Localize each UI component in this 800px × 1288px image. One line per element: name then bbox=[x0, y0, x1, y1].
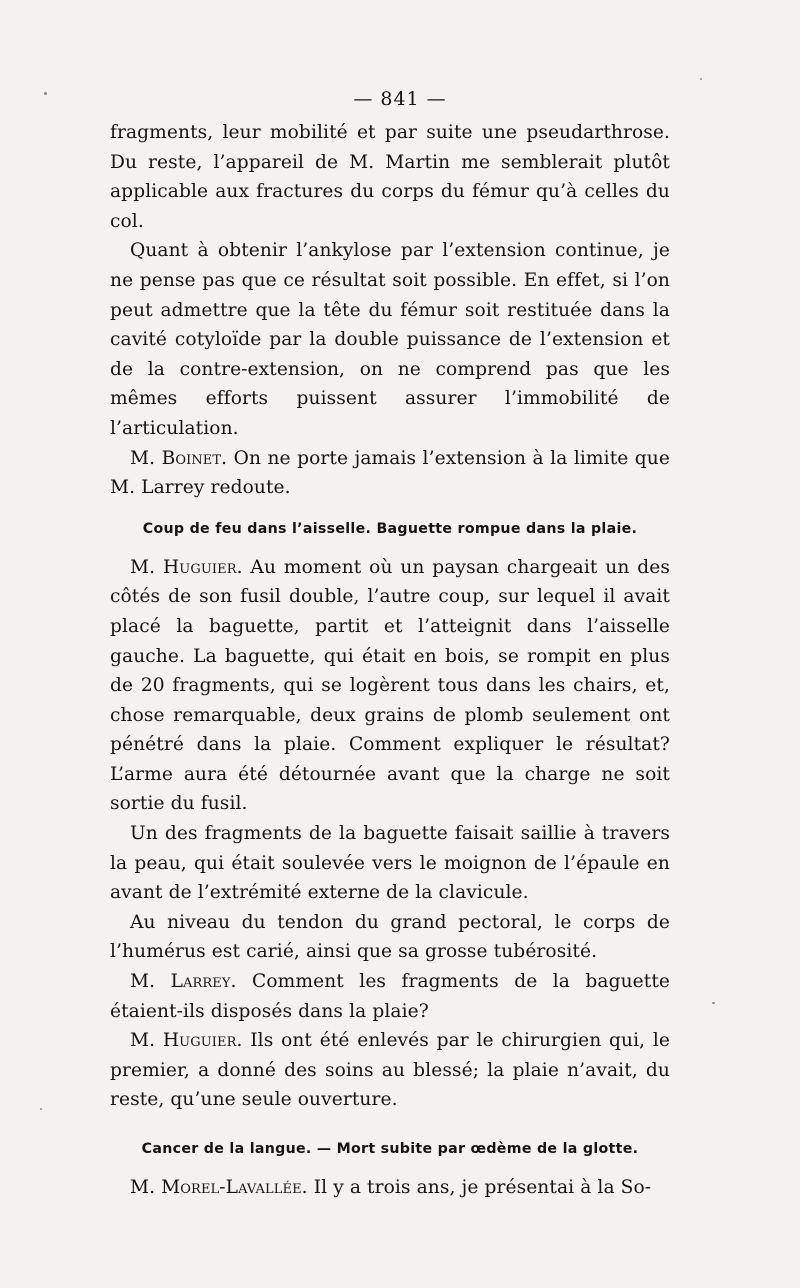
paragraph-boinet bbox=[110, 444, 670, 503]
paragraph-larrey bbox=[110, 967, 670, 1026]
section-heading-cancer: Cancer de la langue. — Mort subite par œdème de la glotte. bbox=[141, 1141, 639, 1157]
paper-speck bbox=[700, 78, 702, 80]
speaker-name: M. Morel-Lavallée. bbox=[130, 1177, 308, 1198]
paragraph-text: Il y a trois ans, je présentai à la So- bbox=[313, 1177, 652, 1198]
paragraph-text: Au moment où un paysan chargeait un des côtés de son fusil double, l’autre coup, sur lequel il avait placé la baguette, partit et l’atteignit dans l’aisselle gauche. La baguette, qui était en bois, se rompit en plus de 20 fragments, qui se logèrent tous dans les chairs, et, chose remarquable, deux grains de plomb seulement ont pénétré dans la plaie. Comment expliquer le résultat? L’arme aura été détournée avant que la charge ne soit sortie du fusil. bbox=[110, 556, 670, 815]
paragraph-text: fragments, leur mobilité et par suite une pseudarthrose. Du reste, l’appareil de M. Martin me semblerait plutôt applicable aux fractures du corps du fémur qu’à celles du col. bbox=[110, 122, 670, 232]
page-number: — 841 — bbox=[353, 88, 447, 110]
section-heading-coup-de-feu: Coup de feu dans l’aisselle. Baguette rompue dans la plaie. bbox=[142, 520, 638, 537]
paragraph-text: Au niveau du tendon du grand pectoral, le corps de l’humérus est carié, ainsi que sa grosse tubérosité. bbox=[110, 911, 670, 963]
paragraph-fragments bbox=[110, 118, 670, 236]
paragraph-ankylose bbox=[110, 236, 670, 443]
paragraph-text: Ils ont été enlevés par le chirurgien qui, le premier, a donné des soins au blessé; la plaie n’avait, du reste, qu’une seule ouverture. bbox=[110, 1030, 670, 1111]
paragraph-text: On ne porte jamais l’extension à la limite que M. Larrey redoute. bbox=[110, 447, 670, 499]
paper-speck bbox=[712, 1002, 715, 1004]
paragraph-huguier-1 bbox=[110, 553, 670, 819]
paragraph-morel-lavallee bbox=[110, 1173, 670, 1203]
paragraph-fragments-baguette bbox=[110, 819, 670, 908]
paragraph-tendon bbox=[110, 908, 670, 967]
book-page bbox=[110, 88, 670, 1203]
speaker-name: M. Boinet. bbox=[130, 447, 228, 469]
paragraph-text: Comment les fragments de la baguette étaient-ils disposés dans la plaie? bbox=[110, 971, 671, 1022]
paragraph-text: Un des fragments de la baguette faisait saillie à travers la peau, qui était soulevée vers le moignon de l’épaule en avant de l’extrémité externe de la clavicule. bbox=[110, 823, 670, 904]
paper-speck bbox=[40, 1108, 42, 1110]
paragraph-huguier-2 bbox=[110, 1026, 670, 1115]
speaker-name: M. Huguier. bbox=[130, 1030, 243, 1052]
paragraph-text: Quant à obtenir l’ankylose par l’extension continue, je ne pense pas que ce résultat soit possible. En effet, si l’on peut admettre que la tête du fémur soit restituée dans la cavité cotyloïde par la double puissance de l’extension et de la contre-extension, on ne comprend pas que les mêmes efforts puissent assurer l’immobilité de l’articulation. bbox=[110, 240, 670, 439]
speaker-name: M. Huguier. bbox=[130, 556, 243, 578]
paper-speck bbox=[44, 92, 47, 95]
speaker-name: M. Larrey. bbox=[130, 971, 237, 993]
